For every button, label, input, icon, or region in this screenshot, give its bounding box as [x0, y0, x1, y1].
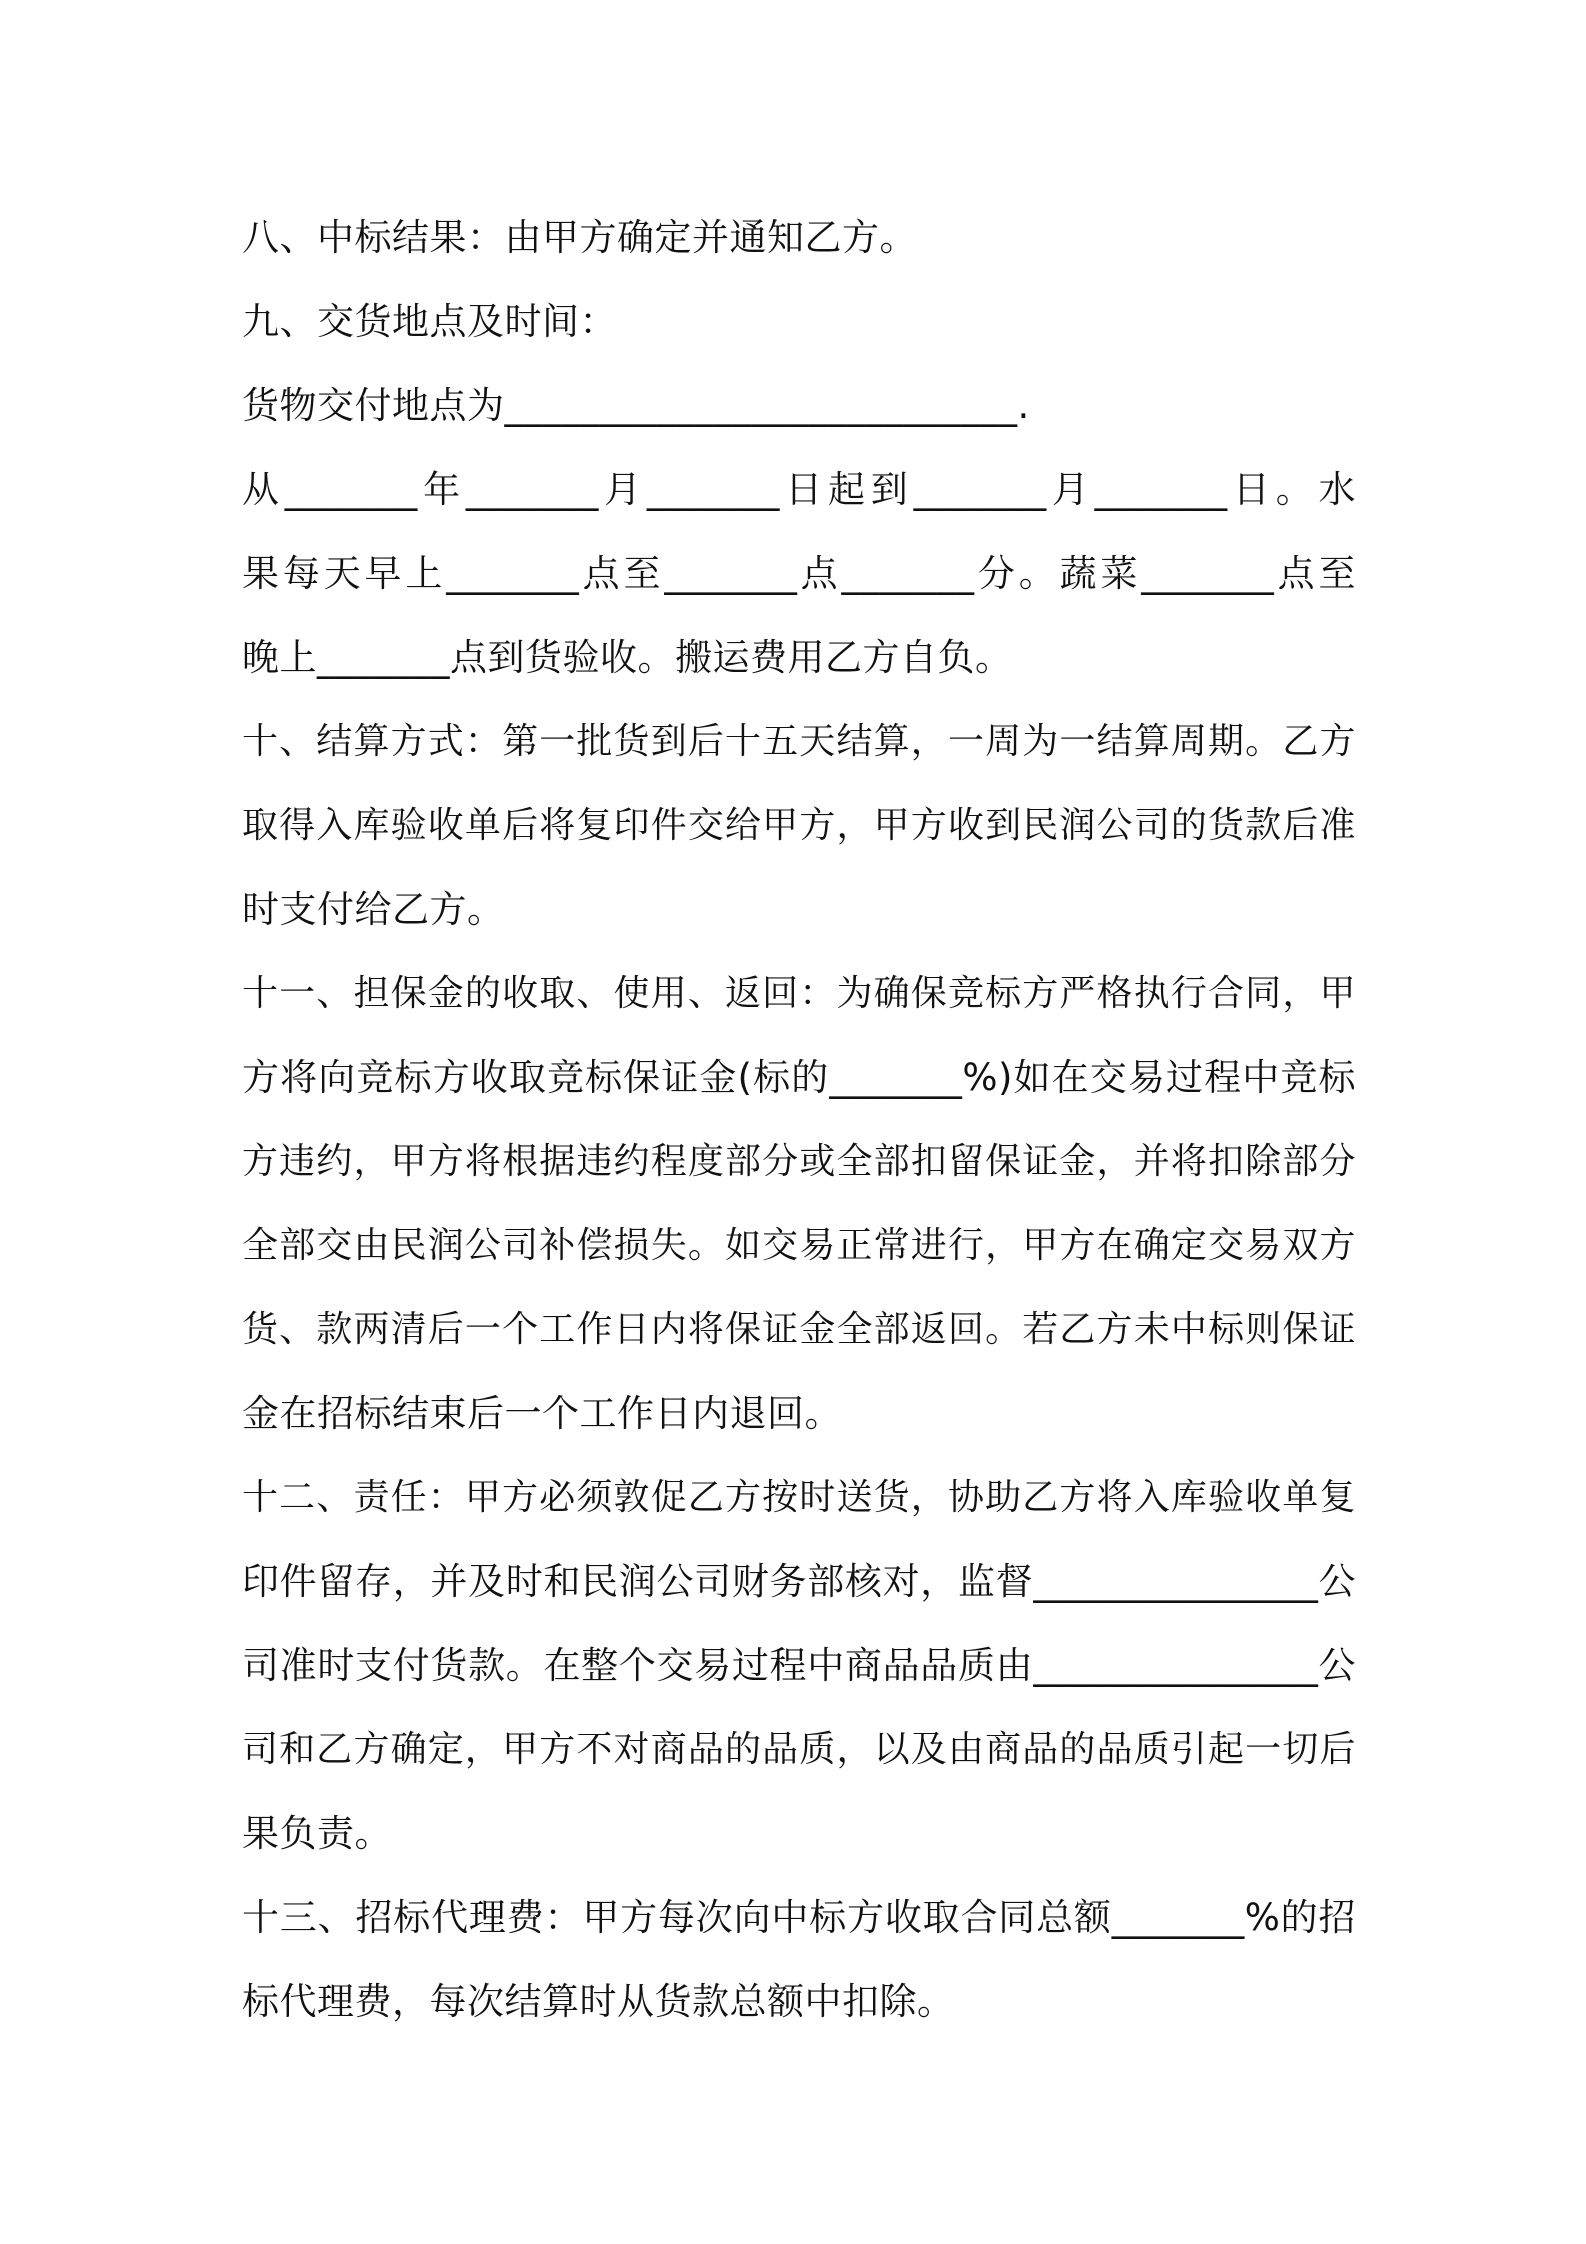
document-line: 方违约，甲方将根据违约程度部分或全部扣留保证金，并将扣除部分	[242, 1141, 1356, 1182]
document-line: 司准时支付货款。在整个交易过程中商品品质由_______________公	[242, 1644, 1356, 1687]
document-line: 方将向竞标方收取竞标保证金(标的_______%)如在交易过程中竞标	[242, 1056, 1356, 1099]
document-line: 十二、责任：甲方必须敦促乙方按时送货，协助乙方将入库验收单复	[242, 1477, 1356, 1518]
document-line: 印件留存，并及时和民润公司财务部核对，监督_______________公	[242, 1560, 1356, 1603]
document-body	[242, 196, 1356, 2044]
document-line: 果每天早上_______点至_______点_______分。蔬菜_______点至	[242, 552, 1356, 595]
document-line: 取得入库验收单后将复印件交给甲方，甲方收到民润公司的货款后准	[242, 805, 1356, 846]
document-line: 金在招标结束后一个工作日内退回。	[242, 1392, 842, 1435]
document-line: 十、结算方式：第一批货到后十五天结算，一周为一结算周期。乙方	[242, 721, 1356, 762]
document-line: 九、交货地点及时间：	[242, 300, 617, 343]
document-line: 十一、担保金的收取、使用、返回：为确保竞标方严格执行合同，甲	[242, 973, 1356, 1014]
document-line: 十三、招标代理费：甲方每次向中标方收取合同总额_______%的招	[242, 1896, 1356, 1939]
document-line: 货、款两清后一个工作日内将保证金全部返回。若乙方未中标则保证	[242, 1309, 1356, 1350]
document-line: 全部交由民润公司补偿损失。如交易正常进行，甲方在确定交易双方	[242, 1225, 1356, 1266]
document-line: 果负责。	[242, 1812, 392, 1855]
document-line: 货物交付地点为___________________________.	[242, 384, 1030, 427]
document-line: 从_______年_______月_______日起到_______月_______日。水	[242, 468, 1356, 511]
document-line: 司和乙方确定，甲方不对商品的品质，以及由商品的品质引起一切后	[242, 1729, 1356, 1770]
document-line: 标代理费，每次结算时从货款总额中扣除。	[242, 1980, 955, 2023]
document-line: 时支付给乙方。	[242, 888, 505, 931]
document-line: 八、中标结果：由甲方确定并通知乙方。	[242, 216, 917, 259]
document-line: 晚上_______点到货验收。搬运费用乙方自负。	[242, 636, 1013, 679]
